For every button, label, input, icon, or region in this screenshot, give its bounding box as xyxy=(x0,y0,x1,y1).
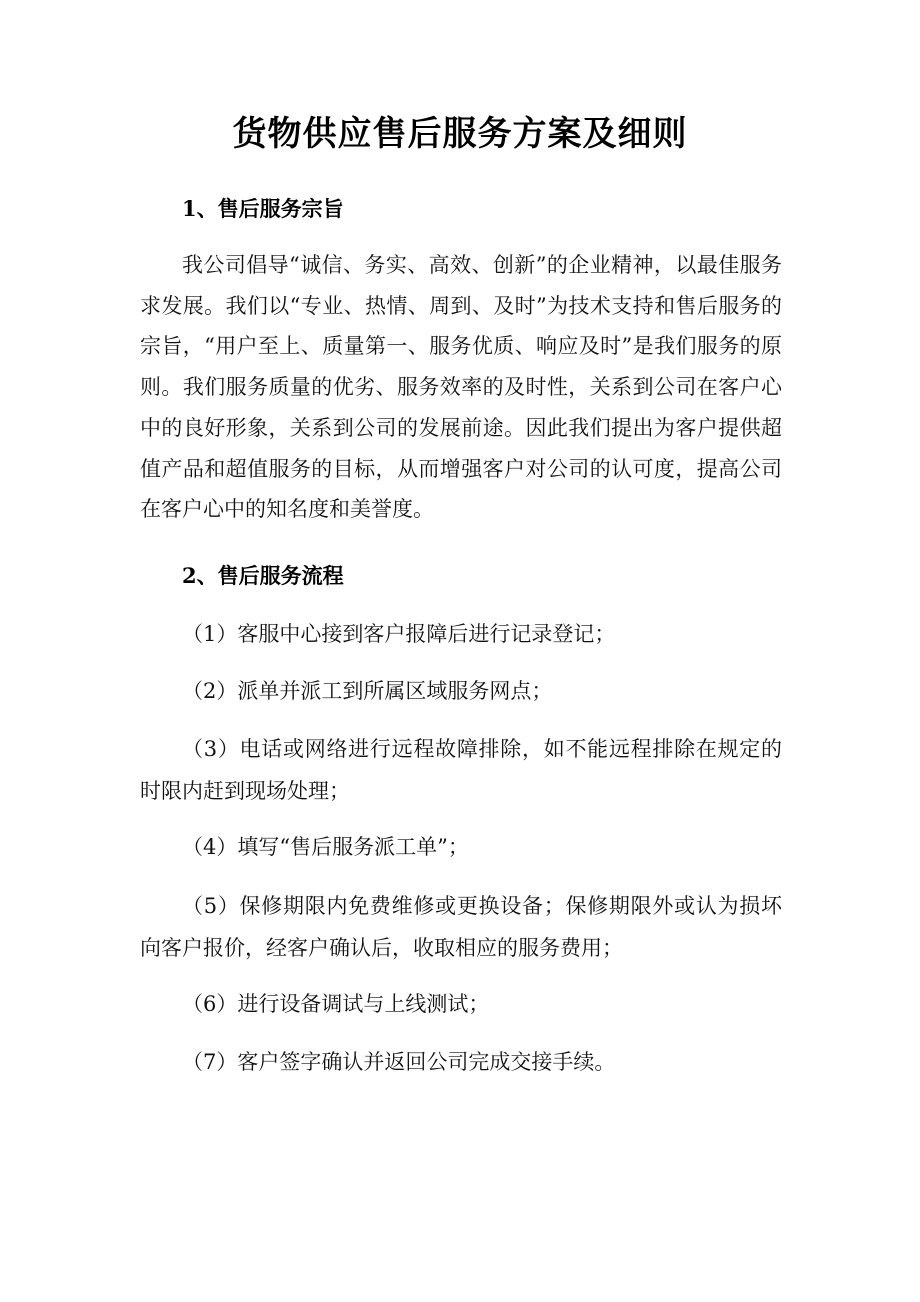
purpose-paragraph: 我公司倡导“诚信、务实、高效、创新”的企业精神，以最佳服务求发展。我们以“专业、热情、周到、及时”为技术支持和售后服务的宗旨，“用户至上、质量第一、服务优质、响应及时”是我们服务的原则。我们服务质量的优劣、服务效率的及时性，关系到公司在客户心中的良好形象，关系到公司的发展前途。因此我们提出为客户提供超值产品和超值服务的目标，从而增强客户对公司的认可度，提高公司在客户心中的知名度和美誉度。 xyxy=(140,253,782,522)
process-step-7: （7）客户签字确认并返回公司完成交接手续。 xyxy=(182,1050,616,1074)
process-step-1: （1）客服中心接到客户报障后进行记录登记； xyxy=(182,622,616,646)
section-heading-process: 2、售后服务流程 xyxy=(182,563,344,588)
process-step-5: （5）保修期限内免费维修或更换设备；保修期限外或认为损坏向客户报价，经客户确认后，收取相应的服务费用； xyxy=(140,894,782,960)
document-title: 货物供应售后服务方案及细则 xyxy=(232,114,688,154)
process-step-6: （6）进行设备调试与上线测试； xyxy=(182,992,490,1016)
process-step-3: （3）电话或网络进行远程故障排除，如不能远程排除在规定的时限内赶到现场处理； xyxy=(140,737,782,803)
process-step-2: （2）派单并派工到所属区域服务网点； xyxy=(182,679,553,703)
section-heading-purpose: 1、售后服务宗旨 xyxy=(182,196,344,221)
process-step-4: （4）填写“售后服务派工单”； xyxy=(182,835,469,859)
